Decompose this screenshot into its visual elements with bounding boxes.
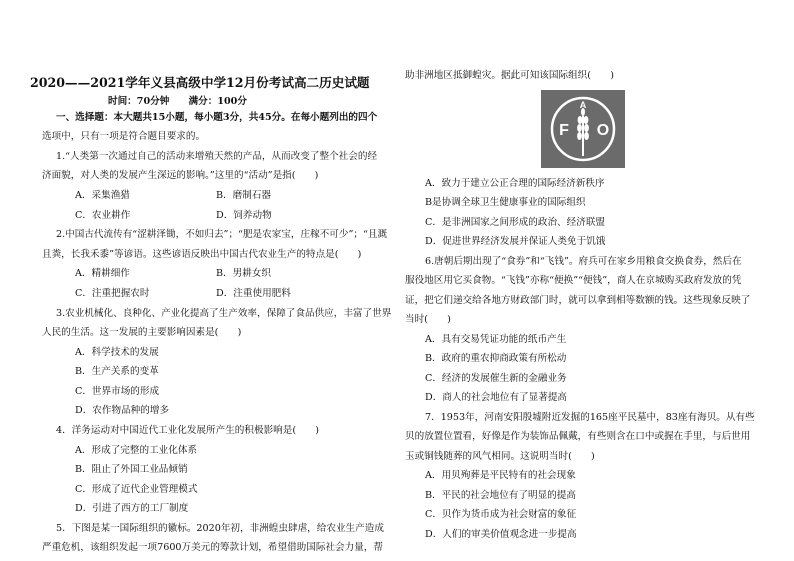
question-1-option-d: D．饲养动物: [216, 210, 272, 221]
question-4-option-b: B．阻止了外国工业品倾销: [75, 464, 188, 475]
question-7-stem-cont-1: 贝的放置位置看，好像是作为装饰品佩戴，有些则含在口中或握在手里，与后世用: [405, 431, 751, 442]
question-2-option-c: C．注重把握农时: [75, 288, 150, 299]
emblem-letter-o: O: [596, 122, 610, 139]
question-1-stem-cont: 济面貌，对人类的发展产生深远的影响。”这里的“活动”是指( ): [42, 170, 319, 181]
emblem-letter-f: F: [559, 122, 569, 139]
exam-title: 2020——2021学年义县高级中学12月份考试高二历史试题: [30, 75, 370, 90]
question-2-stem-cont: 且粪，长我禾黍”等谚语。这些谚语反映出中国古代农业生产的特点是( ): [42, 249, 362, 260]
question-6-option-d: D．商人的社会地位有了显著提高: [425, 392, 568, 403]
section-heading: 一、选择题：本大题共15小题，每小题3分，共45分。在每小题列出的四个: [56, 112, 378, 123]
question-7-stem-cont-2: 玉或铜钱随葬的风气相同。这说明当时( ): [405, 451, 595, 462]
question-3-stem: 3.农业机械化、良种化、产业化提高了生产效率，保障了食品供应，丰富了世界: [56, 308, 392, 319]
question-5-option-a: A．致力于建立公正合理的国际经济新秩序: [425, 178, 605, 189]
question-7-option-d: D．人们的审美价值观念进一步提高: [425, 529, 577, 540]
question-2-option-a: A．精耕细作: [75, 268, 130, 279]
question-4-option-c: C．形成了近代企业管理模式: [75, 484, 198, 495]
question-3-option-b: B．生产关系的变革: [75, 366, 159, 377]
exam-meta: 时间：70分钟 满分：100分: [108, 96, 247, 107]
question-6-option-b: B．政府的重农抑商政策有所松动: [425, 353, 567, 364]
question-5-stem-cont: 严重危机，该组织发起一项7600万美元的筹款计划，希望借助国际社会力量，帮: [42, 542, 384, 553]
question-6-option-c: C．经济的发展催生新的金融业务: [425, 373, 567, 384]
question-1-option-b: B．磨制石器: [216, 190, 272, 201]
question-5-option-c: C．是非洲国家之间形成的政治、经济联盟: [425, 217, 606, 228]
question-1-option-a: A．采集渔猎: [75, 190, 130, 201]
question-4-option-a: A．形成了完整的工业化体系: [75, 445, 198, 456]
question-7-option-b: B．平民的社会地位有了明显的提高: [425, 490, 576, 501]
question-5-stem: 5．下图是某一国际组织的徽标。2020年初，非洲蝗虫肆虐，给农业生产造成: [56, 523, 384, 534]
question-4-option-d: D．引进了西方的工厂制度: [75, 503, 189, 514]
fao-emblem-icon: [541, 90, 625, 168]
question-7-stem: 7．1953年，河南安阳殷墟附近发掘的165座平民墓中，83座有海贝。从有些: [425, 412, 755, 423]
question-3-stem-cont: 人民的生活。这一发展的主要影响因素是( ): [42, 327, 242, 338]
question-3-option-a: A．科学技术的发展: [75, 347, 159, 358]
question-5-option-b: B是协调全球卫生健康事业的国际组织: [425, 197, 586, 208]
question-6-stem-cont-1: 服役地区用它买食物。“飞钱”亦称“便换”“便钱”，商人在京城购买政府发放的凭: [405, 275, 742, 286]
question-6-option-a: A．具有交易凭证功能的纸币产生: [425, 334, 567, 345]
section-instruction: 选项中，只有一项是符合题目要求的。: [42, 131, 206, 142]
question-2-option-b: B．男耕女织: [216, 268, 272, 279]
question-1-stem: 1.“人类第一次通过自己的活动来增殖天然的产品，从而改变了整个社会的经: [56, 151, 378, 162]
question-1-option-c: C．农业耕作: [75, 210, 131, 221]
question-6-stem: 6.唐朝后期出现了“食券”和“飞钱”。府兵可在家乡用粮食交换食券，然后在: [425, 256, 742, 267]
question-6-stem-cont-3: 当时( ): [405, 314, 451, 325]
question-3-option-c: C．世界市场的形成: [75, 386, 160, 397]
question-4-stem: 4．洋务运动对中国近代工业化发展所产生的积极影响是( ): [56, 425, 320, 436]
question-2-option-d: D．注重使用肥料: [216, 288, 291, 299]
question-6-stem-cont-2: 证，把它们递交给各地方财政部门时，就可以拿到相等数额的钱。这些现象反映了: [405, 295, 751, 306]
question-3-option-d: D．农作物品种的增多: [75, 405, 170, 416]
emblem-letter-a: A: [579, 100, 587, 110]
question-7-option-a: A．用贝殉葬是平民特有的社会现象: [425, 470, 576, 481]
question-2-stem: 2.中国古代流传有“涩耕泽锄，不如归去”；“肥是农家宝，庄稼不可少”；“且溉: [56, 229, 388, 240]
question-5-option-d: D．促进世界经济发展并保证人类免于饥饿: [425, 236, 606, 247]
question-5-stem-end: 助非洲地区抵御蝗灾。据此可知该国际组织( ): [405, 70, 614, 81]
question-7-option-c: C．贝作为货币成为社会财富的象征: [425, 509, 577, 520]
